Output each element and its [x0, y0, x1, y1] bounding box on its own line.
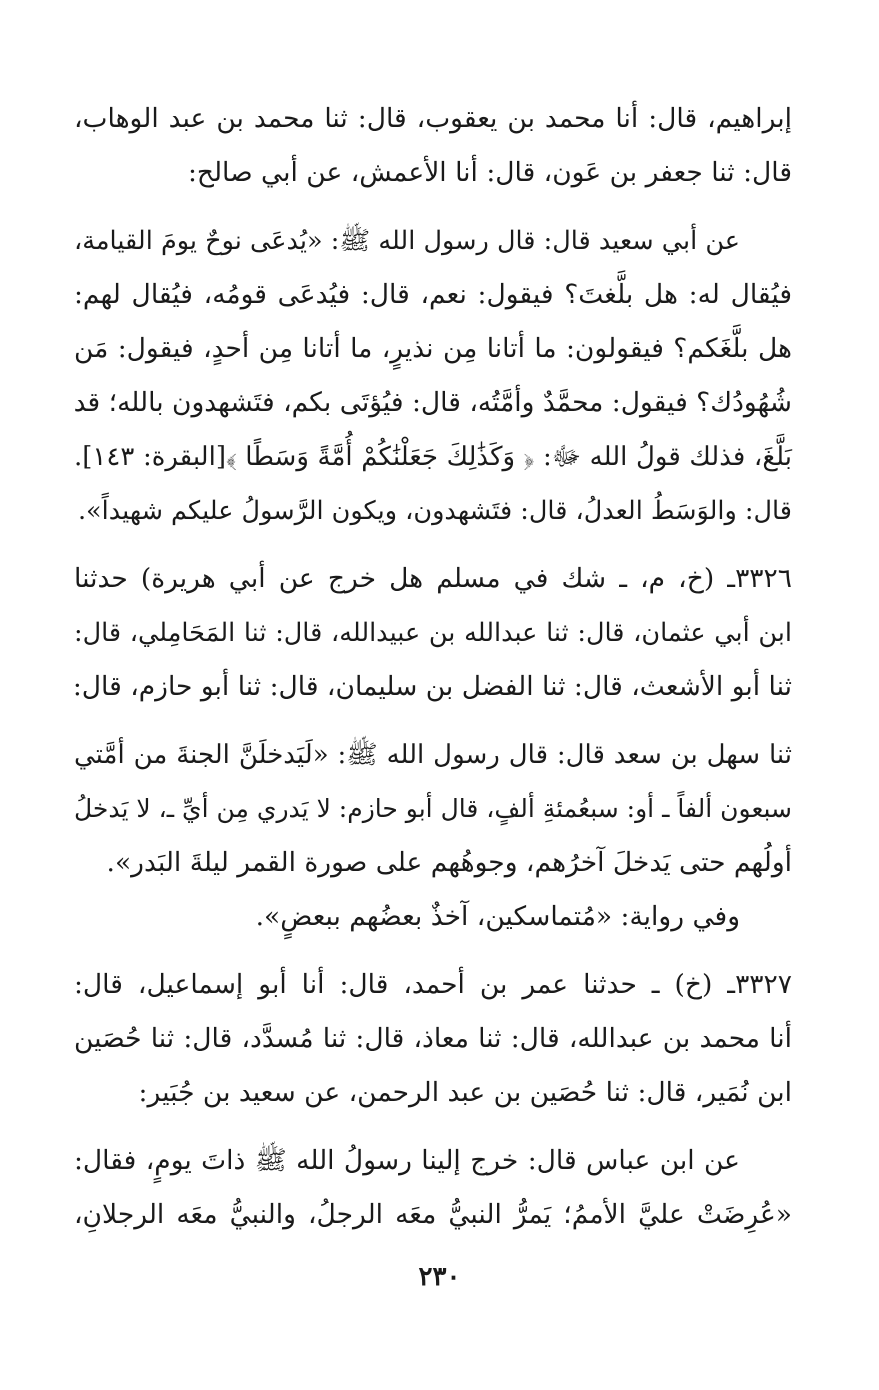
text-line: قال: والوَسَطُ العدلُ، قال: فتَشهدون، ويكون الرَّسولُ عليكم شهيداً». — [77, 496, 792, 526]
text-line: عن أبي سعيد قال: قال رسول الله ﷺ: «يُدعَى نوحٌ يومَ القيامة، — [74, 226, 740, 256]
text-line: شُهُودُك؟ فيقول: محمَّدٌ وأمَّتُه، قال: فيُؤتَى بكم، فتَشهدون بالله؛ قد — [73, 387, 792, 418]
text-line: ٣٣٢٦ـ (خ، م، ـ شك في مسلم هل خرج عن أبي هريرة) حدثنا — [74, 563, 792, 594]
text-line: ثنا أبو الأشعث، قال: ثنا الفضل بن سليمان، قال: ثنا أبو حازم، قال: — [72, 671, 792, 702]
page-body-text — [74, 92, 792, 1242]
page-number: ٢٣٠ — [418, 1262, 461, 1292]
text-line: هل بلَّغَكم؟ فيقولون: ما أتانا مِن نذيرٍ، ما أتانا مِن أحدٍ، فيقول: مَن — [74, 333, 792, 364]
text-line: سبعون ألفاً ـ أو: سبعُمئةِ ألفٍ، قال أبو حازم: لا يَدري مِن أيِّ ـ، لا يَدخلُ — [74, 794, 792, 823]
text-line: ٣٣٢٧ـ (خ) ـ حدثنا عمر بن أحمد، قال: أنا أبو إسماعيل، قال: — [74, 969, 792, 1000]
text-line: عن ابن عباس قال: خرج إلينا رسولُ الله ﷺ ذاتَ يومٍ، فقال: — [74, 1145, 740, 1176]
text-line: أنا محمد بن عبدالله، قال: ثنا معاذ، قال: ثنا مُسدَّد، قال: ثنا حُصَين — [74, 1023, 792, 1054]
text-line: وفي رواية: «مُتماسكين، آخذٌ بعضُهم ببعضٍ». — [255, 901, 740, 932]
text-line: أولُهم حتى يَدخلَ آخرُهم، وجوهُهم على صورة القمر ليلةَ البَدر». — [106, 847, 792, 878]
text-line: ابن نُمَير، قال: ثنا حُصَين بن عبد الرحمن، عن سعيد بن جُبَير: — [138, 1077, 792, 1108]
text-line: إبراهيم، قال: أنا محمد بن يعقوب، قال: ثنا محمد بن عبد الوهاب، — [74, 103, 792, 134]
text-line: ابن أبي عثمان، قال: ثنا عبدالله بن عبيدالله، قال: ثنا المَحَامِلي، قال: — [74, 618, 792, 648]
text-line: «عُرِضَتْ عليَّ الأممُ؛ يَمرُّ النبيُّ معَه الرجلُ، والنبيُّ معَه الرجلانِ، — [74, 1199, 792, 1230]
text-line: ثنا سهل بن سعد قال: قال رسول الله ﷺ: «لَيَدخلَنَّ الجنةَ من أمَّتي — [74, 740, 792, 770]
text-line: بَلَّغَ، فذلك قولُ الله ﷻ: ﴿ وَكَذَٰلِكَ جَعَلْنَٰكُمْ أُمَّةً وَسَطًا ﴾[البقرة: ١٤٣]. — [74, 442, 792, 472]
text-line: قال: ثنا جعفر بن عَون، قال: أنا الأعمش، عن أبي صالح: — [187, 157, 792, 188]
text-line: فيُقال له: هل بلَّغتَ؟ فيقول: نعم، قال: فيُدعَى قومُه، فيُقال لهم: — [74, 279, 792, 310]
